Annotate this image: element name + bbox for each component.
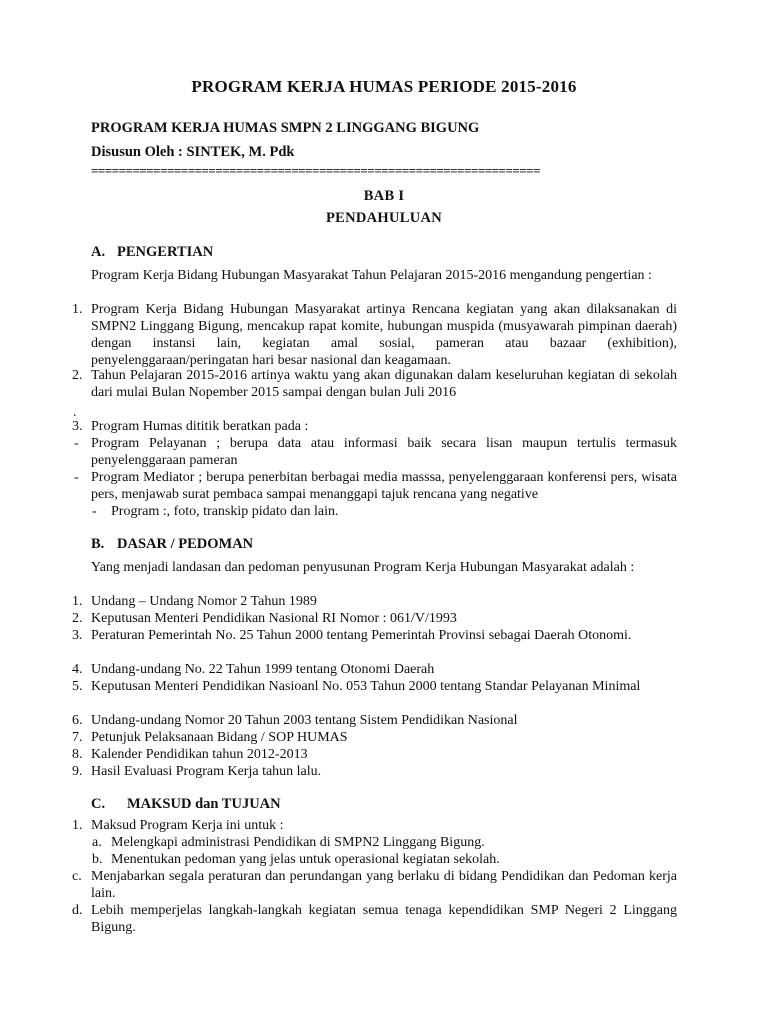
list-item-number: 2. (72, 611, 83, 626)
list-item-text: Undang-undang No. 22 Tahun 1999 tentang Otonomi Daerah (91, 662, 435, 677)
section-b-heading (91, 536, 253, 553)
list-item-text: Program Pelayanan ; berupa data atau informasi baik secara lisan maupun tertulis termasuk penyelenggaraan pameran (91, 436, 677, 468)
section-c-heading (91, 796, 281, 813)
list-item-bullet: - (74, 470, 79, 485)
chapter-number: BAB I (363, 188, 405, 204)
section-a-heading (91, 244, 213, 261)
list-item-letter: c. (72, 869, 82, 884)
list-item-number: 7. (72, 730, 83, 745)
sub-list-item-letter: a. (92, 835, 102, 850)
list-item-number: 8. (72, 747, 83, 762)
list-item-text: Tahun Pelajaran 2015-2016 artinya waktu yang akan digunakan dalam keseluruhan kegiatan di sekolah dari mulai Bulan Nopember 2015 sampai dengan bulan Juli 2016 (91, 368, 677, 400)
list-item-number: 1. (72, 302, 83, 317)
list-item-bullet: - (74, 436, 79, 451)
section-a-title: PENGERTIAN (117, 244, 214, 260)
list-item-number: 3. (72, 628, 83, 643)
section-b-title: DASAR / PEDOMAN (117, 536, 254, 552)
document-subtitle: PROGRAM KERJA HUMAS SMPN 2 LINGGANG BIGUNG (91, 120, 480, 136)
section-c-title: MAKSUD dan TUJUAN (127, 796, 281, 812)
section-a-number: A. (91, 244, 106, 260)
list-item-text: Hasil Evaluasi Program Kerja tahun lalu. (91, 764, 322, 779)
section-a-intro: Program Kerja Bidang Hubungan Masyarakat Tahun Pelajaran 2015-2016 mengandung pengertian : (91, 268, 652, 283)
sub-list-item-text: Program :, foto, transkip pidato dan lain. (111, 504, 339, 519)
section-c-number: C. (91, 796, 106, 812)
list-item-text: Maksud Program Kerja ini untuk : (91, 818, 284, 833)
list-item-number: 1. (72, 818, 83, 833)
sub-list-item-bullet: - (92, 504, 97, 519)
list-item-text: Petunjuk Pelaksanaan Bidang / SOP HUMAS (91, 730, 348, 745)
document-author: Disusun Oleh : SINTEK, M. Pdk (91, 144, 295, 160)
sub-list-item-letter: b. (92, 852, 103, 867)
separator-rule: ================================================================= (91, 167, 541, 177)
list-item-number: 3. (72, 419, 83, 434)
list-item-text: Keputusan Menteri Pendidikan Nasional RI Nomor : 061/V/1993 (91, 611, 457, 626)
list-item-letter: d. (72, 903, 83, 918)
list-item-number: 2. (72, 368, 83, 383)
section-b-number: B. (91, 536, 105, 552)
list-item-text: Keputusan Menteri Pendidikan Nasioanl No. 053 Tahun 2000 tentang Standar Pelayanan Minimal (91, 679, 641, 694)
sub-list-item-text: Melengkapi administrasi Pendidikan di SMPN2 Linggang Bigung. (111, 835, 485, 850)
list-item-text: Kalender Pendidikan tahun 2012-2013 (91, 747, 308, 762)
list-item-number: 4. (72, 662, 83, 677)
sub-list-item-text: Menentukan pedoman yang jelas untuk operasional kegiatan sekolah. (111, 852, 500, 867)
list-item-text: Peraturan Pemerintah No. 25 Tahun 2000 tentang Pemerintah Provinsi sebagai Daerah Otonomi. (91, 628, 632, 643)
chapter-title: PENDAHULUAN (325, 210, 443, 226)
list-item-number: 5. (72, 679, 83, 694)
list-item-number: 1. (72, 594, 83, 609)
stray-dot: . (73, 405, 77, 420)
list-item-number: 9. (72, 764, 83, 779)
list-item-number: 6. (72, 713, 83, 728)
list-item-text: Lebih memperjelas langkah-langkah kegiatan semua tenaga kependidikan SMP Negeri 2 Linggang Bigung. (91, 903, 677, 935)
list-item-text: Undang – Undang Nomor 2 Tahun 1989 (91, 594, 317, 609)
list-item-text: Program Mediator ; berupa penerbitan berbagai media masssa, penyelenggaraan konferensi pers, wisata pers, menjawab surat pembaca sampai menanggapi tajuk rencana yang negative (91, 470, 677, 502)
list-item-text: Menjabarkan segala peraturan dan perundangan yang berlaku di bidang Pendidikan dan Pedoman kerja lain. (91, 869, 677, 901)
section-b-intro: Yang menjadi landasan dan pedoman penyusunan Program Kerja Hubungan Masyarakat adalah : (91, 560, 635, 575)
list-item-text: Program Kerja Bidang Hubungan Masyarakat artinya Rencana kegiatan yang akan dilaksanakan di SMPN2 Linggang Bigung, mencakup rapat komite, hubungan muspida (musyawarah pimpinan daerah) dengan instansi lain, kegiatan amal sosial, pameran atau bazaar (exhibition), penyelenggaraan/peringatan hari besar nasional dan keagamaan. (91, 302, 677, 368)
list-item-text: Program Humas dititik beratkan pada : (91, 419, 309, 434)
document-title: PROGRAM KERJA HUMAS PERIODE 2015-2016 (191, 77, 577, 96)
list-item-text: Undang-undang Nomor 20 Tahun 2003 tentang Sistem Pendidikan Nasional (91, 713, 518, 728)
